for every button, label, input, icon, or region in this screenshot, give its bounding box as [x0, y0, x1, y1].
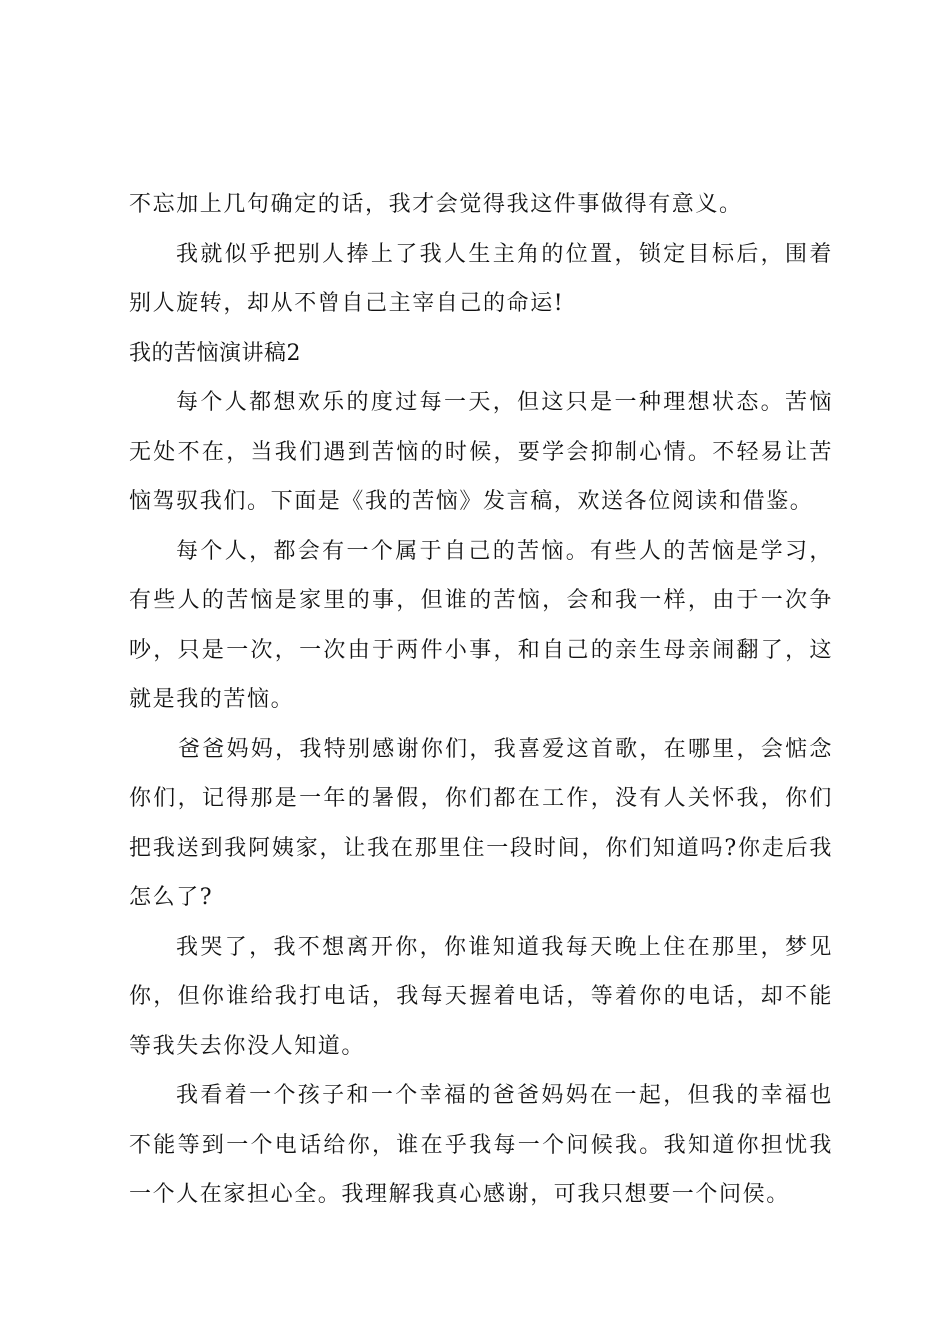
paragraph-3: 每个人都想欢乐的度过每一天，但这只是一种理想状态。苦恼无处不在，当我们遇到苦恼的时候，要学会抑制心情。不轻易让苦恼驾驭我们。下面是《我的苦恼》发言稿，欢送各位阅读和借鉴。	[129, 390, 833, 514]
paragraph-7: 我看着一个孩子和一个幸福的爸爸妈妈在一起，但我的幸福也不能等到一个电话给你，谁在乎我每一个问候我。我知道你担忧我一个人在家担心全。我理解我真心感谢，可我只想要一个问侯。	[129, 1083, 833, 1207]
paragraph-5: 爸爸妈妈，我特别感谢你们，我喜爱这首歌，在哪里，会惦念你们，记得那是一年的暑假，你们都在工作，没有人关怀我，你们把我送到我阿姨家，让我在那里住一段时间，你们知道吗?你走后我怎么了?	[129, 736, 833, 910]
paragraph-6: 我哭了，我不想离开你，你谁知道我每天晚上住在那里，梦见你，但你谁给我打电话，我每天握着电话，等着你的电话，却不能等我失去你没人知道。	[129, 934, 833, 1059]
document-body	[129, 180, 833, 1220]
paragraph-2: 我就似乎把别人捧上了我人生主角的位置，锁定目标后，围着别人旋转，却从不曾自己主宰自己的命运!	[129, 241, 833, 316]
paragraph-4: 每个人，都会有一个属于自己的苦恼。有些人的苦恼是学习，有些人的苦恼是家里的事，但谁的苦恼，会和我一样，由于一次争吵，只是一次，一次由于两件小事，和自己的亲生母亲闹翻了，这就是我的苦恼。	[129, 538, 833, 712]
paragraph-1: 不忘加上几句确定的话，我才会觉得我这件事做得有意义。	[129, 192, 743, 217]
section-heading: 我的苦恼演讲稿2	[129, 340, 301, 366]
